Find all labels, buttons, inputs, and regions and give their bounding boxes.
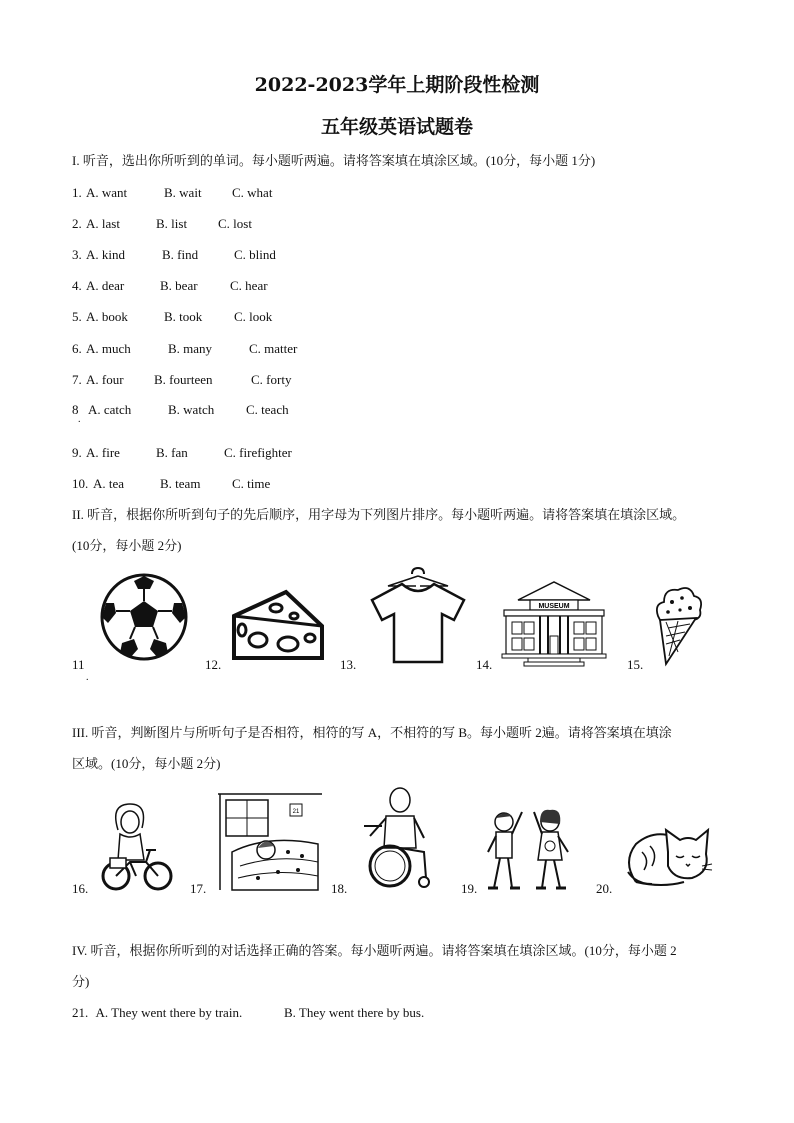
option-b: B. team [160,476,201,491]
section2-instruction-line1: II. 听音，根据你所听到句子的先后顺序，用字母为下列图片排序。每小题听两遍。请将答案填在填涂区域。 [72,507,686,522]
option-c: C. blind [234,247,276,262]
picture-label-16: 16. [72,881,89,896]
picture-label-18: 18. [331,881,348,896]
stray-mark: . [86,672,89,683]
question-21 [72,1004,425,1022]
stray-mark: . [78,414,81,425]
option-a: A. They went there by train. [95,1005,243,1020]
section3-instruction-line1: III. 听音，判断图片与所听句子是否相符，相符的写 A，不相符的写 B。每小题听 2遍。请将答案填在填涂 [72,725,672,740]
option-c: C. forty [251,372,292,387]
option-a: A. kind [86,247,125,262]
option-c: C. hear [230,278,268,293]
question-number: 10. [72,476,89,491]
option-a: A. catch [88,402,132,417]
question-number: 2. [72,216,82,231]
section4-instruction-line1: IV. 听音，根据你所听到的对话选择正确的答案。每小题听两遍。请将答案填在填涂区域。(10分，每小题 2 [72,943,677,958]
girl-riding-bike-picture [100,800,176,892]
section4-instruction-line2: 分) [72,974,90,989]
option-c: C. look [234,309,273,324]
children-exercising-picture [484,802,584,894]
question-number: 6. [72,341,82,356]
question-number: 9. [72,445,82,460]
question-number: 5. [72,309,82,324]
museum-picture [500,578,608,668]
picture-label-13: 13. [340,657,357,672]
picture-label-12: 12. [205,657,222,672]
picture-label-11: 11 [72,657,85,672]
option-a: A. dear [86,278,125,293]
section2-instruction-line2: (10分，每小题 2分) [72,538,182,553]
picture-label-19: 19. [461,881,478,896]
option-a: A. tea [93,476,125,491]
option-b: B. took [164,309,203,324]
option-a: A. last [86,216,120,231]
question-number: 3. [72,247,82,262]
picture-label-15: 15. [627,657,644,672]
page-subtitle: 五年级英语试题卷 [320,116,473,138]
boy-in-bed-picture [218,794,322,892]
option-c: C. matter [249,341,298,356]
question-number: 7. [72,372,82,387]
t-shirt-picture [366,564,470,664]
picture-label-20: 20. [596,881,613,896]
option-c: C. firefighter [224,445,292,460]
question-number: 21. [72,1005,89,1020]
option-a: A. fire [86,445,120,460]
option-a: A. four [86,372,124,387]
option-a: A. much [86,341,131,356]
ice-cream-picture [652,582,704,666]
option-b: B. fourteen [154,372,213,387]
section1-instruction: I. 听音，选出你所听到的单词。每小题听两遍。请将答案填在填涂区域。(10分，每小题 1分) [72,153,596,168]
cheese-picture [228,588,326,660]
option-a: A. book [86,309,128,324]
option-a: A. want [86,185,128,200]
question-number: 1. [72,185,82,200]
option-b: B. bear [160,278,198,293]
option-b: B. wait [164,185,202,200]
section3-instruction-line2: 区域。(10分，每小题 2分) [72,756,221,771]
museum-sign-text: MUSEUM [538,603,570,610]
calendar-number: 21 [292,809,300,815]
option-b: B. They went there by bus. [284,1005,425,1020]
sleeping-cat-picture [622,822,712,890]
option-b: B. list [156,216,188,231]
option-c: C. what [232,185,273,200]
option-b: B. fan [156,445,188,460]
question-number: 4. [72,278,82,293]
option-b: B. many [168,341,213,356]
man-in-wheelchair-picture [360,786,440,890]
option-c: C. lost [218,216,252,231]
picture-label-17: 17. [190,881,207,896]
page-title: 2022-2023学年上期阶段性检测 [254,74,540,96]
option-b: B. find [162,247,199,262]
option-c: C. teach [246,402,289,417]
option-b: B. watch [168,402,215,417]
option-c: C. time [232,476,271,491]
picture-label-14: 14. [476,657,493,672]
soccer-ball-picture [100,573,188,661]
question-number: 8 [72,402,79,417]
